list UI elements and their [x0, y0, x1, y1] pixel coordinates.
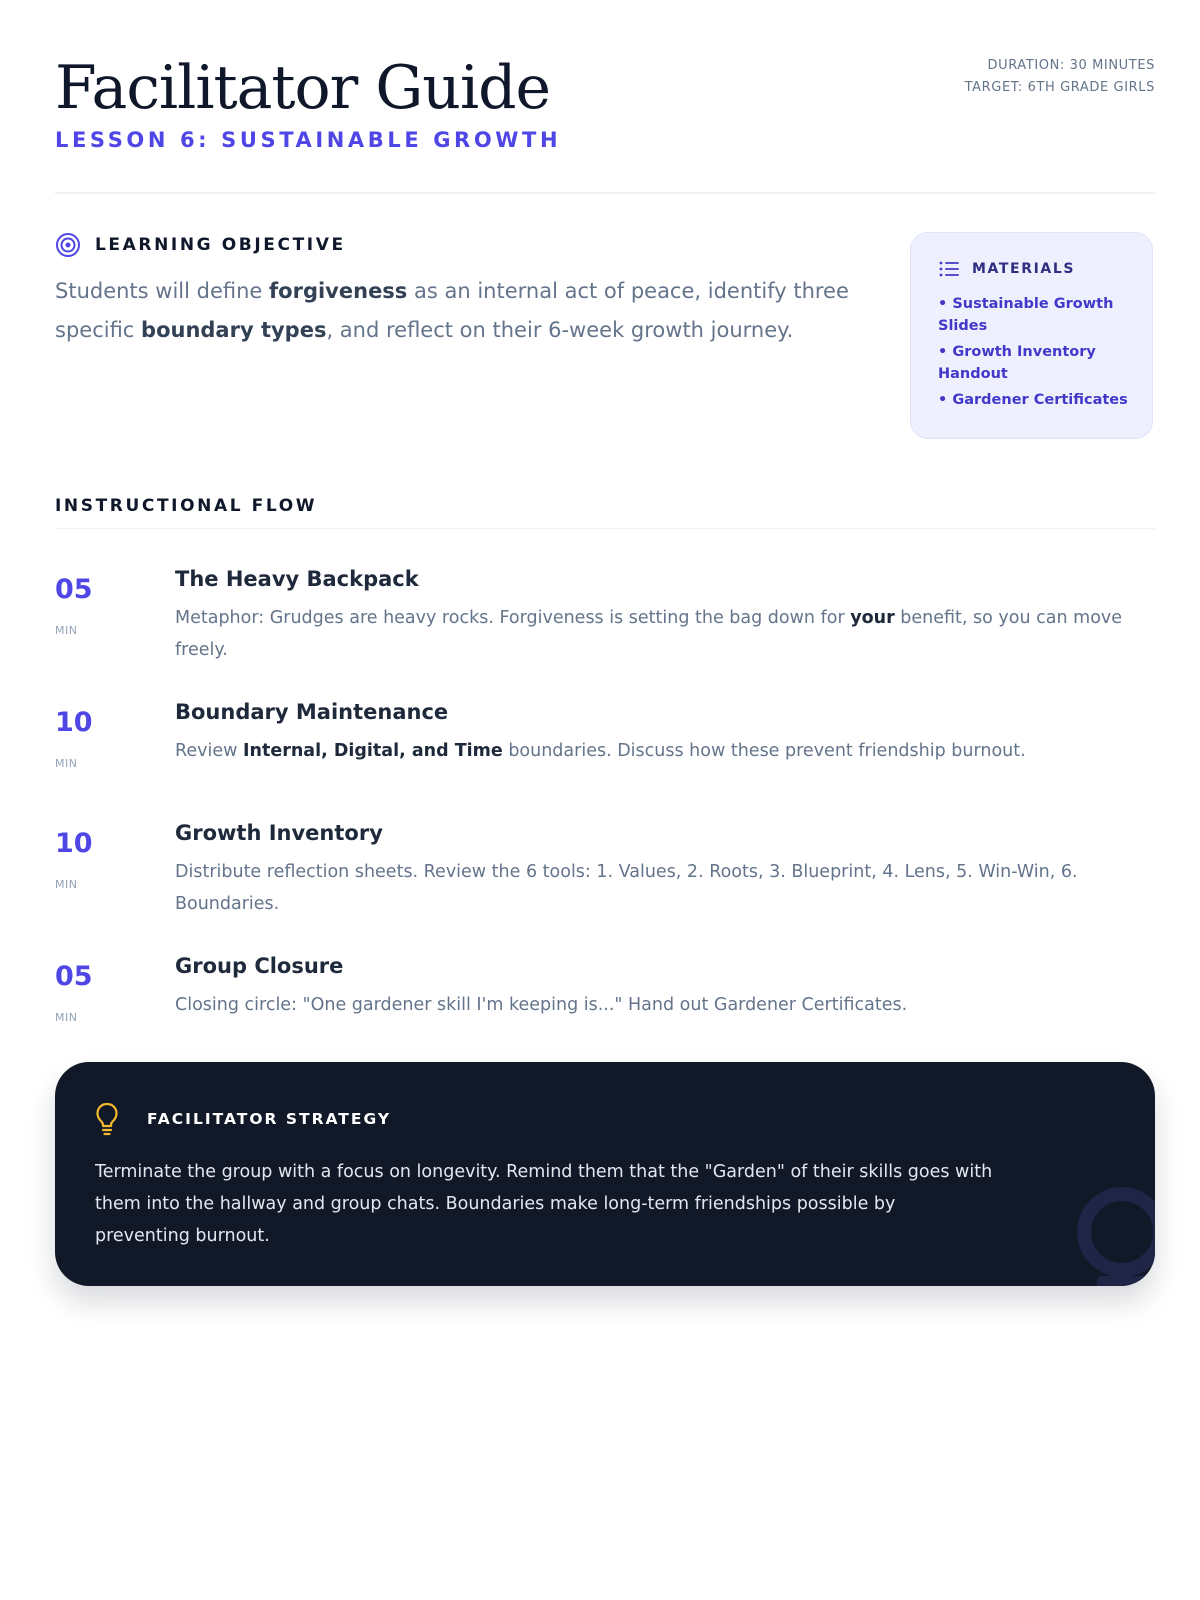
step-minutes: 05 [55, 574, 93, 605]
objective-text-part: as an internal act of peace, identify three specific [55, 279, 849, 342]
step-description-part: Distribute reflection sheets. Review the 6 tools: 1. Values, 2. Roots, 3. Blueprint, 4. Lens, 5. Win-Win, 6. Boundaries. [175, 862, 1078, 914]
step-title: Growth Inventory [175, 821, 383, 845]
page-title: Facilitator Guide [55, 53, 551, 123]
step-description-emphasis: your [850, 608, 895, 628]
facilitator-strategy-text: Terminate the group with a focus on longevity. Remind them that the "Garden" of their skills goes with them into the hallway and group chats. Boundaries make long-term friendships possible by preventing burnout. [95, 1162, 993, 1246]
materials-card [910, 232, 1153, 439]
list-icon [938, 259, 960, 279]
target-audience-text: TARGET: 6TH GRADE GIRLS [964, 80, 1155, 95]
objective-text-part: Students will define [55, 279, 270, 303]
step-body [175, 697, 1155, 767]
step-minutes-unit: MIN [55, 1011, 78, 1024]
materials-heading [938, 259, 1132, 279]
instructional-flow-label: INSTRUCTIONAL FLOW [55, 496, 318, 516]
materials-item: • Growth Inventory Handout [938, 344, 1096, 382]
lesson-subtitle: LESSON 6: SUSTAINABLE GROWTH [55, 128, 562, 152]
step-minutes-unit: MIN [55, 757, 78, 770]
materials-item: • Gardener Certificates [938, 392, 1128, 408]
materials-list [938, 293, 1132, 411]
step-description-part: benefit, so you can move freely. [175, 608, 1123, 660]
facilitator-guide-page [55, 0, 1155, 1246]
learning-objective-heading [55, 232, 855, 258]
objective-keyword-boundary-types: boundary types [141, 318, 327, 342]
step-minutes-unit: MIN [55, 878, 78, 891]
step-title: Group Closure [175, 954, 344, 978]
lesson-meta [965, 55, 1155, 99]
lightbulb-icon [95, 1102, 119, 1136]
target-icon [55, 232, 81, 258]
decorative-lightbulb-icon [1067, 1180, 1155, 1286]
learning-objective-text [55, 272, 855, 350]
step-title: Boundary Maintenance [175, 700, 449, 724]
facilitator-strategy-label: FACILITATOR STRATEGY [147, 1110, 392, 1128]
step-description-part: boundaries. Discuss how these prevent friendship burnout. [502, 741, 1026, 761]
learning-objective-label: LEARNING OBJECTIVE [95, 235, 346, 255]
step-description [175, 735, 1155, 767]
objective-text-part: , and reflect on their 6-week growth journey. [326, 318, 794, 342]
materials-label: MATERIALS [972, 261, 1076, 277]
step-minutes: 10 [55, 828, 93, 859]
page-header [55, 0, 1155, 194]
step-description-part: Metaphor: Grudges are heavy rocks. Forgiveness is setting the bag down for [175, 608, 851, 628]
step-description-part: Closing circle: "One gardener skill I'm keeping is..." Hand out Gardener Certificates. [175, 995, 908, 1015]
objective-keyword-forgiveness: forgiveness [269, 279, 408, 303]
step-description-part: Review [175, 741, 244, 761]
facilitator-strategy-heading [95, 1102, 1115, 1136]
step-minutes-unit: MIN [55, 624, 78, 637]
materials-item: • Sustainable Growth Slides [938, 296, 1114, 334]
step-description [175, 602, 1155, 666]
duration-text: DURATION: 30 MINUTES [987, 58, 1155, 73]
step-description [175, 989, 1155, 1021]
facilitator-strategy-card [55, 1062, 1155, 1286]
instructional-flow-heading [55, 496, 1155, 529]
step-body [175, 818, 1155, 920]
step-minutes: 10 [55, 707, 93, 738]
step-body [175, 951, 1155, 1021]
learning-objective-section [55, 232, 855, 350]
step-title: The Heavy Backpack [175, 567, 419, 591]
step-minutes: 05 [55, 961, 93, 992]
step-description-emphasis: Internal, Digital, and Time [243, 741, 503, 761]
step-description [175, 856, 1155, 920]
step-body [175, 564, 1155, 666]
